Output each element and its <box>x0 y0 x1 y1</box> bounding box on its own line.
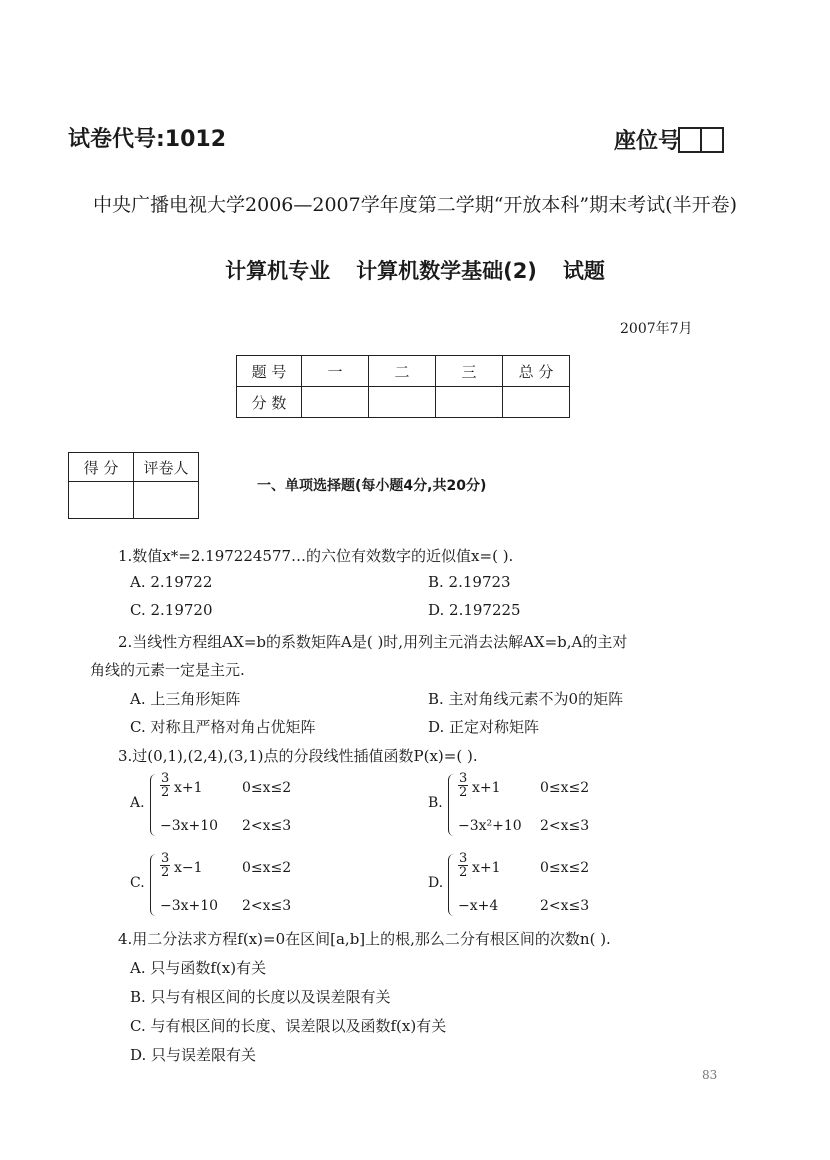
q3-option-c <box>130 850 410 920</box>
left-brace <box>448 774 455 836</box>
q1-option-b: B. 2.19723 <box>428 573 511 591</box>
q1-option-c: C. 2.19720 <box>130 601 213 619</box>
piece-bottom: −3x²+10 <box>458 818 522 834</box>
piece-top: x+1 <box>472 780 501 796</box>
q3-option-d <box>428 850 708 920</box>
q4-option-a: A. 只与函数f(x)有关 <box>130 959 267 977</box>
exam-date: 2007年7月 <box>620 321 693 337</box>
q2-option-c: C. 对称且严格对角占优矩阵 <box>130 718 316 736</box>
exam-title <box>0 255 830 285</box>
table-row <box>237 356 570 387</box>
table-cell: 评卷人 <box>134 453 199 482</box>
piece-top: x−1 <box>174 860 203 876</box>
fraction: $\frac{3}{2}$ <box>161 851 170 880</box>
question-4-stem: 4.用二分法求方程f(x)=0在区间[a,b]上的根,那么二分有根区间的次数n( ). <box>118 930 611 948</box>
score-cell <box>69 482 134 519</box>
left-brace <box>150 854 157 916</box>
q2-option-b: B. 主对角线元素不为0的矩阵 <box>428 690 624 708</box>
score-cell <box>503 387 570 418</box>
table-row <box>69 482 199 519</box>
question-1-stem: 1.数值x*=2.197224577…的六位有效数字的近似值x=( ). <box>118 547 514 565</box>
fraction: $\frac{3}{2}$ <box>459 771 468 800</box>
question-2-stem: 2.当线性方程组AX=b的系数矩阵A是( )时,用列主元消去法解AX=b,A的主对 <box>118 633 628 651</box>
option-label: C. <box>130 875 145 891</box>
seat-box <box>678 127 702 153</box>
fraction: $\frac{3}{2}$ <box>459 851 468 880</box>
grader-cell <box>134 482 199 519</box>
question-2-stem-cont: 角线的元素一定是主元. <box>90 661 245 679</box>
q4-option-c: C. 与有根区间的长度、误差限以及函数f(x)有关 <box>130 1017 447 1035</box>
q1-option-a: A. 2.19722 <box>130 573 213 591</box>
left-brace <box>448 854 455 916</box>
question-3-stem: 3.过(0,1),(2,4),(3,1)点的分段线性插值函数P(x)=( ). <box>118 747 478 765</box>
title-course: 计算机数学基础(2) <box>356 259 537 283</box>
table-cell: 一 <box>302 356 369 387</box>
table-cell: 题 号 <box>237 356 302 387</box>
q3-option-b <box>428 770 708 840</box>
seat-box <box>700 127 724 153</box>
q4-option-d: D. 只与误差限有关 <box>130 1046 257 1064</box>
section-heading: 一、单项选择题(每小题4分,共20分) <box>257 478 487 494</box>
table-row <box>69 453 199 482</box>
title-major: 计算机专业 <box>225 259 331 283</box>
q2-option-a: A. 上三角形矩阵 <box>130 690 241 708</box>
piece-top: x+1 <box>472 860 501 876</box>
score-table <box>236 355 570 418</box>
exam-header: 中央广播电视大学2006—2007学年度第二学期“开放本科”期末考试(半开卷) <box>93 194 737 216</box>
piece-bottom: −3x+10 <box>160 898 219 914</box>
left-brace <box>150 774 157 836</box>
table-cell: 二 <box>369 356 436 387</box>
piece-bottom: −x+4 <box>458 898 499 914</box>
score-cell <box>436 387 503 418</box>
piece-bottom-condition: 2<x≤3 <box>540 898 590 914</box>
table-cell: 三 <box>436 356 503 387</box>
fraction: $\frac{3}{2}$ <box>161 771 170 800</box>
piece-top: x+1 <box>174 780 203 796</box>
q1-option-d: D. 2.197225 <box>428 601 521 619</box>
piece-top-condition: 0≤x≤2 <box>242 860 292 876</box>
grader-table <box>68 452 199 519</box>
piece-bottom-condition: 2<x≤3 <box>242 898 292 914</box>
option-label: D. <box>428 875 444 891</box>
paper-code: 试卷代号:1012 <box>68 127 227 152</box>
piece-bottom-condition: 2<x≤3 <box>540 818 590 834</box>
piece-bottom-condition: 2<x≤3 <box>242 818 292 834</box>
title-suffix: 试题 <box>562 259 605 283</box>
table-row <box>237 387 570 418</box>
q4-option-b: B. 只与有根区间的长度以及误差限有关 <box>130 988 391 1006</box>
score-cell <box>369 387 436 418</box>
table-cell: 分 数 <box>237 387 302 418</box>
page-number: 83 <box>702 1068 718 1082</box>
q3-option-a <box>130 770 410 840</box>
seat-label: 座位号 <box>614 129 681 154</box>
option-label: A. <box>130 795 145 811</box>
piece-top-condition: 0≤x≤2 <box>540 780 590 796</box>
table-cell: 总 分 <box>503 356 570 387</box>
score-cell <box>302 387 369 418</box>
option-label: B. <box>428 795 443 811</box>
seat-number-field <box>614 124 724 155</box>
piece-top-condition: 0≤x≤2 <box>242 780 292 796</box>
piece-bottom: −3x+10 <box>160 818 219 834</box>
table-cell: 得 分 <box>69 453 134 482</box>
q2-option-d: D. 正定对称矩阵 <box>428 718 540 736</box>
piece-top-condition: 0≤x≤2 <box>540 860 590 876</box>
